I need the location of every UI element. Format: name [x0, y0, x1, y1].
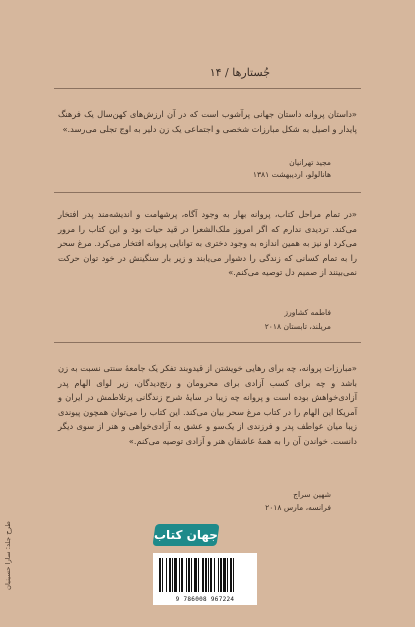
divider [54, 342, 361, 343]
quote-1: «داستان پروانه داستان جهانی پرآشوب است که در آن ارزش‌های کهن‌سال یک فرهنگ پایدار و اصیل به شکل مبارزات شخصی و اجتماعی یک زن دلیر به اوج تجلی می‌رسد.» [58, 109, 357, 134]
quote-2-author: فاطمه کشاورز [284, 308, 331, 317]
publisher-logo-text: جهان کتاب [154, 528, 218, 542]
quote-1-author: مجید تهرانیان [289, 158, 331, 167]
quote-3: «مبارزات پروانه، چه برای رهایی خویشتن از قیدوبند تفکر یک جامعهٔ سنتی نسبت به زن باشد و چه برای کسب آزادی برای محرومان و رنج‌دیدگان، زیر لوای الهام پدر آزادی‌خواهش بوده است و پروانه چه زیبا در سایهٔ شرح زندگانی پرتلاطمش در ایران و آمریکا این الهام را در کتاب مرغ سحر بیان می‌کند. این کتاب را می‌توان همچون پیوندی زیبا میان عواطف پدر و فرزندی از یک‌سو و عشق به آزادی‌خواهی و هنر از سوی دیگر دانست. خواندن آن را به همهٔ عاشقان هنر و آزادی توصیه می‌کنم.» [58, 363, 357, 446]
barcode-number: 9 786008 967224 [175, 596, 235, 603]
series-label: جُستارها / ۱۴ [209, 66, 270, 79]
publisher-logo [152, 524, 219, 546]
quote-2-place-date: مریلند، تابستان ۲۰۱۸ [264, 322, 331, 331]
quote-1-place-date: هانالولو، اردیبهشت ۱۳۸۱ [252, 170, 331, 179]
cover-design-credit: طرح جلد: سارا حسینیان [4, 521, 12, 590]
barcode-bars [159, 558, 251, 592]
divider [54, 88, 361, 89]
isbn-barcode [153, 553, 257, 605]
quote-3-author: شهین سراج [293, 490, 331, 499]
quote-3-place-date: فرانسه، مارس ۲۰۱۸ [265, 503, 331, 512]
divider [54, 192, 361, 193]
quote-2: «در تمام مراحل کتاب، پروانه بهار به وجود آگاه، پرشهامت و اندیشه‌مند پدر افتخار می‌کند. تردیدی ندارم که اگر امروز ملک‌الشعرا در قید حیات بود و این کتاب را مرور می‌کرد او نیز به همین اندازه به وجود دختری به توانایی پروانه افتخار می‌کرد. مرغ سحر را به تمام کسانی که زندگی را دشوار می‌یابند و زیر بار سنگینش در خود توان حرکت نمی‌بینند از صمیم دل توصیه می‌کنم.» [58, 209, 357, 278]
